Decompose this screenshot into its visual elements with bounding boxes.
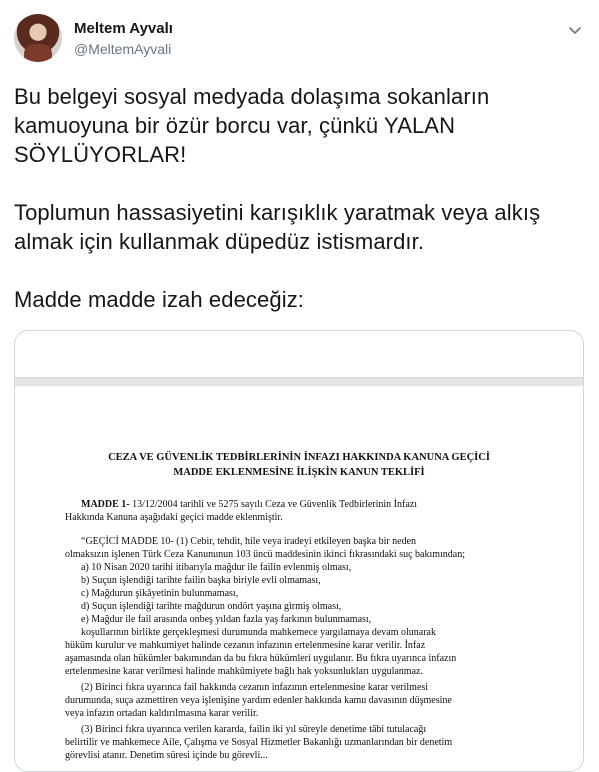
document-line: koşullarının birlikte gerçekleşmesi durumunda mahkemece yargılamaya devam olunarak <box>81 627 436 638</box>
tweet-text <box>14 82 579 314</box>
document-top-strip <box>15 331 583 378</box>
document-line-text: 13/12/2004 tarihli ve 5275 sayılı Ceza ve Güvenlik Tedbirlerinin İnfazı <box>129 499 417 510</box>
document-line: a) 10 Nisan 2020 tarihi itibarıyla mağdur ile failin evlenmiş olması, <box>81 562 352 573</box>
document-line: olmaksızın işlenen Türk Ceza Kanununun 103 üncü maddesinin ikinci fıkrasındaki suç bakımından; <box>65 549 466 560</box>
display-name[interactable]: Meltem Ayvalı <box>74 20 173 37</box>
author-block[interactable] <box>74 20 173 58</box>
tweet-header <box>14 14 585 66</box>
document-line: “GEÇİCİ MADDE 10- (1) Cebir, tehdit, hile veya iradeyi etkileyen başka bir neden <box>81 536 417 547</box>
document-title-line-1: CEZA VE GÜVENLİK TEDBİRLERİNİN İNFAZI HAKKINDA KANUNA GEÇİCİ <box>108 452 490 463</box>
chevron-down-icon[interactable] <box>567 22 583 38</box>
madde-label: MADDE 1- <box>81 499 130 510</box>
tweet-image[interactable] <box>14 330 584 772</box>
document-line: görevlisi atanır. Denetim süresi içinde bu görevli... <box>65 750 268 761</box>
document-line: hüküm kurulur ve mahkumiyet halinde cezanın infazının ertelenmesine karar verilir. İnfaz <box>65 640 426 651</box>
user-handle[interactable]: @MeltemAyvali <box>74 41 172 57</box>
tweet-paragraph-1: Bu belgeyi sosyal medyada dolaşıma sokanların kamuoyuna bir özür borcu var, çünkü YALAN SÖYLÜYORLAR! <box>14 84 490 167</box>
document-line: ertelenmesine karar verilmesi halinde mahkûmiyete bağlı hak yoksunlukları uygulanmaz. <box>65 666 423 677</box>
avatar[interactable] <box>14 14 62 62</box>
document-line <box>81 499 556 512</box>
document-page <box>15 378 583 772</box>
tweet-paragraph-2: Toplumun hassasiyetini karışıklık yaratmak veya alkış almak için kullanmak düpedüz istismardır. <box>14 200 541 254</box>
tweet-paragraph-3: Madde madde izah edeceğiz: <box>14 287 305 312</box>
document-line: d) Suçun işlendiği tarihte mağdurun ondört yaşına girmiş olması, <box>81 601 342 612</box>
document-line: Hakkında Kanuna aşağıdaki geçici madde eklenmiştir. <box>65 512 283 523</box>
document-title-line-2: MADDE EKLENMESİNE İLİŞKİN KANUN TEKLİFİ <box>173 467 425 478</box>
document-line: b) Suçun işlendiği tarihte failin başka biriyle evli olmaması, <box>81 575 321 586</box>
document-line: c) Mağdurun şikâyetinin bulunmaması, <box>81 588 239 599</box>
document-line: e) Mağdur ile fail arasında onbeş yıldan fazla yaş farkının bulunmaması, <box>81 614 372 625</box>
document-line: (3) Birinci fıkra uyarınca verilen kararda, failin iki yıl süreyle denetime tâbi tutulacağı <box>81 724 427 735</box>
document-line: durumunda, suça azmettiren veya işlenişine yardım edenler hakkında kamu davasının düşmesine <box>65 695 452 706</box>
document-line: aşamasında olan hükümler bakımından da bu fıkra hükümleri uygulanır. Bu fıkra uyarınca infazın <box>65 653 457 664</box>
document-line: (2) Birinci fıkra uyarınca fail hakkında cezanın infazının ertelenmesine karar verilmesi <box>81 682 429 693</box>
document-line: veya infazın ortadan kaldırılmasına karar verilir. <box>65 708 259 719</box>
document-line: belirtilir ve mahkemece Aile, Çalışma ve Sosyal Hizmetler Bakanlığı uzmanlarından bir denetim <box>65 737 453 748</box>
